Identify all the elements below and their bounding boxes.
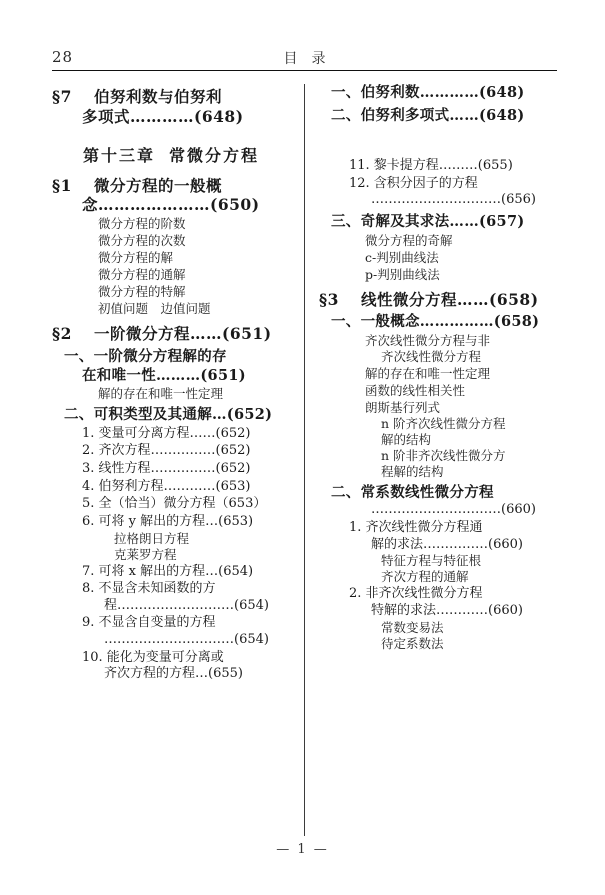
toc-entry[interactable] [52,479,290,496]
toc-entry-text: 微分方程的阶数 [98,216,186,232]
toc-entry[interactable] [52,531,290,547]
toc-entry[interactable] [319,366,557,382]
toc-entry-section: §1 [52,175,72,195]
toc-entry[interactable] [52,461,290,478]
toc-entry-text: 2. 非齐次线性微分方程 [349,586,483,602]
toc-entry[interactable] [52,581,290,598]
toc-entry-text: 特解的求法…………(660) [371,602,523,618]
toc-entry[interactable] [319,416,557,432]
toc-entry[interactable] [319,620,557,636]
toc-entry[interactable] [319,432,557,448]
toc-spacer [319,149,557,157]
toc-entry-text: 二、伯努利多项式……(648) [331,106,525,124]
toc-entry[interactable] [52,216,290,232]
toc-entry-text: p-判别曲线法 [365,266,440,282]
toc-entry[interactable] [319,464,557,480]
toc-entry[interactable] [52,367,290,386]
toc-entry-text: 微分方程的通解 [98,267,186,283]
running-head: 目录 [283,51,340,67]
toc-entry-text: 微分方程的解 [98,250,174,266]
toc-entry-text: 解的存在和唯一性定理 [365,365,491,381]
toc-entry[interactable] [319,400,557,416]
toc-entry-text: 解的存在和唯一性定理 [98,386,224,402]
toc-entry[interactable] [319,250,557,266]
toc-entry-text: 12. 含积分因子的方程 [349,175,478,191]
toc-entry[interactable] [319,586,557,603]
toc-entry[interactable] [319,484,557,503]
toc-entry-text: 在和唯一性………(651) [82,366,246,384]
toc-body [52,80,557,840]
toc-entry-text: 2. 齐次方程……………(652) [82,443,251,459]
toc-entry-text: 4. 伯努利方程…………(653) [82,478,251,494]
toc-entry[interactable] [319,313,557,332]
toc-entry[interactable] [52,615,290,632]
toc-entry-text: 一、伯努利数…………(648) [331,84,525,101]
chapter-heading [52,143,290,166]
toc-entry-text: 一、一阶微分方程解的存 [64,348,227,366]
header-rule [52,70,557,71]
toc-entry[interactable] [52,406,290,425]
toc-entry-text: 解的求法……………(660) [371,536,523,552]
toc-entry-section: §2 [52,324,72,344]
toc-entry-text: 5. 全（恰当）微分方程（653） [82,496,267,512]
toc-entry-text: 念…………………(650) [82,195,260,215]
toc-entry-text: 1. 变量可分离方程……(652) [82,425,251,441]
toc-entry-text: …………………………(654) [104,632,269,648]
toc-entry-text: 微分方程的特解 [98,284,186,300]
toc-entry[interactable] [52,547,290,563]
toc-entry-text: 7. 可将 x 解出的方程…(654) [82,563,254,579]
toc-entry-text: 齐次方程的通解 [381,569,469,585]
toc-entry-text: 齐次方程的方程…(655) [104,666,243,682]
toc-entry[interactable] [319,448,557,464]
toc-entry[interactable] [52,250,290,266]
toc-entry[interactable] [319,84,557,103]
toc-entry-text: 程解的结构 [381,463,444,479]
toc-entry[interactable] [52,666,290,683]
toc-entry-text: 函数的线性相关性 [365,382,466,398]
toc-entry-text: 常数变易法 [381,619,444,635]
toc-entry[interactable] [319,349,557,365]
toc-entry-text: 10. 能化为变量可分离或 [82,649,224,665]
toc-entry[interactable] [319,290,557,310]
toc-column-right [319,80,557,652]
toc-entry[interactable] [52,514,290,531]
toc-entry-text: 9. 不显含自变量的方程 [82,615,216,631]
toc-entry[interactable] [319,569,557,585]
toc-entry[interactable] [319,520,557,537]
toc-entry-section: §7 [52,87,72,106]
toc-entry-text: 伯努利数与伯努利 [94,87,223,106]
toc-entry-text: 特征方程与特征根 [381,553,482,569]
toc-entry-text: …………………………(656) [371,192,536,208]
toc-entry-section: §3 [319,289,339,309]
toc-entry-text: 线性微分方程……(658) [361,289,539,309]
toc-entry[interactable] [52,598,290,615]
toc-entry[interactable] [319,553,557,569]
toc-entry-text: 朗斯基行列式 [365,399,441,415]
toc-entry[interactable] [52,267,290,283]
toc-entry-text: n 阶非齐次线性微分方 [381,447,506,463]
toc-entry[interactable] [319,636,557,652]
toc-spacer [319,125,557,137]
chapter-label: 第十三章 [82,145,155,165]
page-number: 28 [52,48,74,66]
toc-entry[interactable] [52,386,290,402]
toc-entry-text: 6. 可将 y 解出的方程…(653) [82,513,254,529]
toc-entry[interactable] [319,502,557,519]
toc-entry[interactable] [52,324,290,344]
page-header [52,48,557,74]
toc-entry[interactable] [319,383,557,399]
toc-entry-text: 1. 齐次线性微分方程通 [349,520,483,536]
toc-entry[interactable] [52,496,290,513]
toc-entry[interactable] [319,603,557,620]
toc-entry-text: 齐次线性微分方程与非 [365,332,491,348]
toc-entry[interactable] [52,87,290,107]
toc-entry[interactable] [52,564,290,581]
toc-entry-text: 解的结构 [381,431,432,447]
toc-entry-text: 二、常系数线性微分方程 [331,483,494,501]
toc-entry-text: 待定系数法 [381,635,444,651]
toc-entry-text: 齐次线性微分方程 [381,348,482,364]
toc-entry-text: 初值问题 边值问题 [98,301,211,317]
toc-entry-text: 拉格朗日方程 [114,530,190,546]
toc-entry[interactable] [52,443,290,460]
toc-entry-text: 微分方程的次数 [98,233,186,249]
toc-entry[interactable] [52,107,290,127]
toc-entry[interactable] [319,537,557,554]
toc-entry[interactable] [52,348,290,367]
toc-entry-text: c-判别曲线法 [365,249,439,265]
column-divider [304,84,305,836]
toc-column-left [52,80,290,683]
chapter-title: 常微分方程 [169,145,260,165]
toc-entry-text: 11. 黎卡提方程………(655) [349,158,513,174]
toc-entry-text: 微分方程的奇解 [365,232,453,248]
toc-entry[interactable] [52,650,290,667]
toc-entry-text: …………………………(660) [371,502,536,518]
toc-entry-text: 多项式…………(648) [82,106,244,126]
toc-entry-text: 二、可积类型及其通解…(652) [64,406,273,424]
toc-spacer [319,137,557,149]
toc-entry[interactable] [319,233,557,249]
toc-entry[interactable] [52,632,290,649]
toc-entry[interactable] [52,195,290,215]
page-footer: — 1 — [276,842,329,857]
toc-entry[interactable] [319,192,557,209]
toc-entry-text: 程………………………(654) [104,597,269,613]
toc-entry-text: 一、一般概念……………(658) [331,313,540,331]
toc-entry-text: 8. 不显含未知函数的方 [82,581,216,597]
toc-entry[interactable] [319,267,557,283]
toc-entry-text: 微分方程的一般概 [94,175,223,195]
toc-entry[interactable] [319,333,557,349]
toc-entry[interactable] [319,107,557,126]
toc-entry[interactable] [52,426,290,443]
toc-entry-text: 克莱罗方程 [114,546,177,562]
toc-entry[interactable] [319,213,557,232]
toc-entry[interactable] [52,301,290,317]
toc-entry-text: 三、奇解及其求法……(657) [331,212,525,230]
toc-entry-text: 3. 线性方程……………(652) [82,461,251,477]
toc-entry[interactable] [319,158,557,175]
toc-entry[interactable] [52,284,290,300]
toc-entry-text: 一阶微分方程……(651) [94,324,272,344]
toc-entry[interactable] [52,233,290,249]
toc-entry-text: n 阶齐次线性微分方程 [381,415,506,431]
toc-entry[interactable] [319,176,557,193]
toc-entry[interactable] [52,176,290,196]
